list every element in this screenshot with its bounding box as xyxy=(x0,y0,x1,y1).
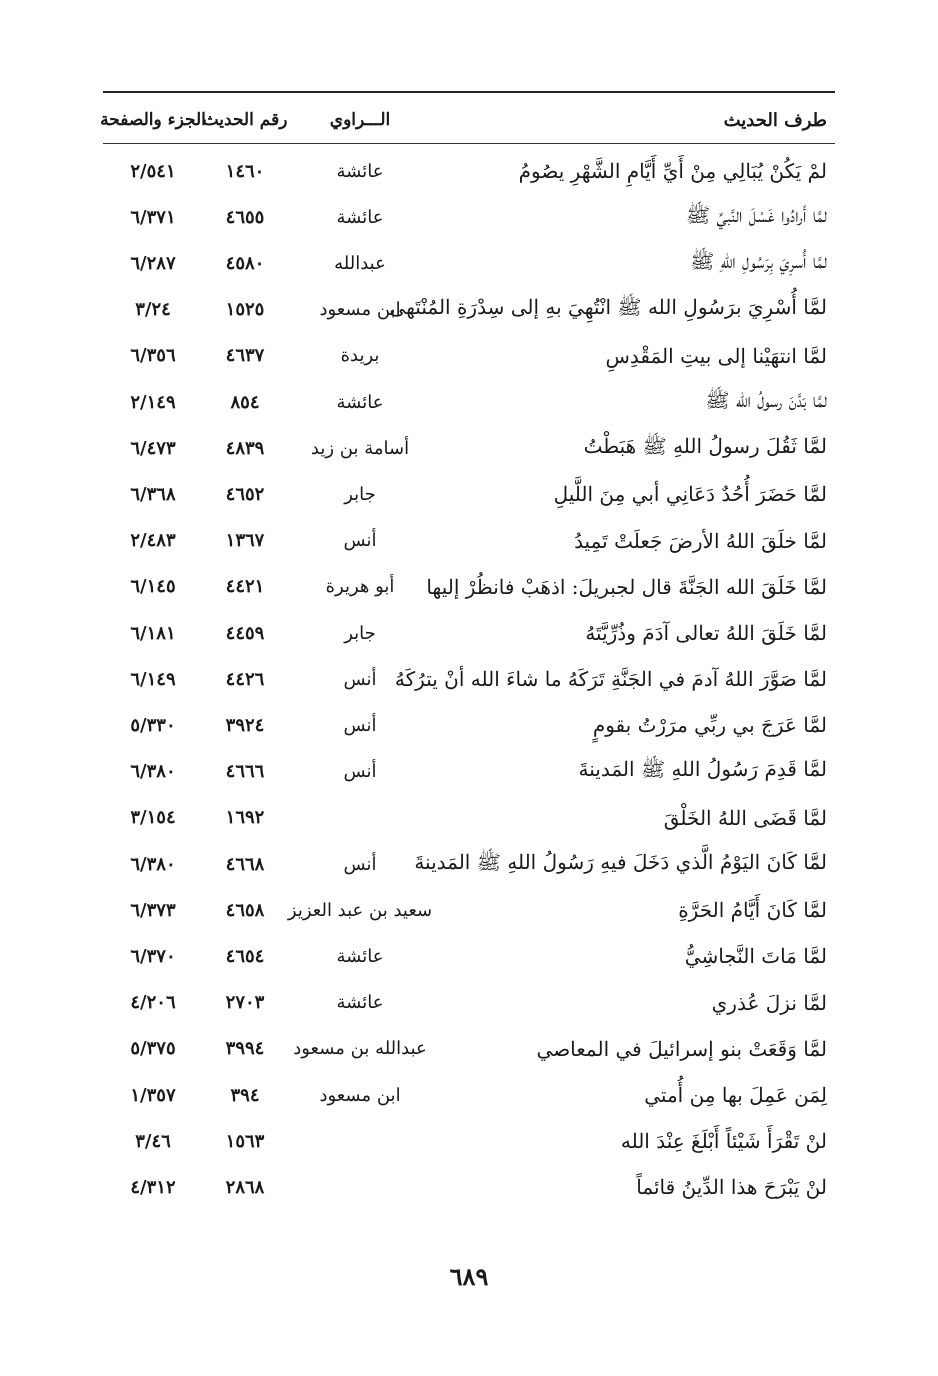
table-row xyxy=(103,425,835,471)
table-row xyxy=(103,887,835,933)
row-rawi: عبدالله xyxy=(334,252,386,274)
row-rawi: أنس xyxy=(343,761,377,783)
row-part-page: ٥/٣٣٠ xyxy=(130,714,176,736)
table-row xyxy=(103,333,835,379)
row-rawi: بريدة xyxy=(340,345,380,367)
row-part-page: ٢/٥٤١ xyxy=(130,160,176,182)
row-rawi: أسامة بن زيد xyxy=(310,437,410,459)
row-hadith: لمَّا نزلَ عُذري xyxy=(711,990,827,1015)
row-part-page: ٥/٣٧٥ xyxy=(130,1038,176,1060)
table-row xyxy=(103,1164,835,1210)
table-row xyxy=(103,240,835,286)
table-row xyxy=(103,1072,835,1118)
row-number: ١٦٩٢ xyxy=(225,807,265,829)
table-row xyxy=(103,656,835,702)
table-row xyxy=(103,795,835,841)
table-header xyxy=(100,100,835,140)
top-rule xyxy=(103,91,835,93)
row-hadith: لمَّا كَانَ أَيَّامُ الحَرَّةِ xyxy=(678,898,827,923)
row-number: ٣٩٤ xyxy=(230,1084,260,1106)
row-part-page: ٢/١٤٩ xyxy=(130,391,176,413)
row-number: ١٤٦٠ xyxy=(225,160,265,182)
row-part-page: ٤/٢٠٦ xyxy=(130,992,176,1014)
header-hadith: طرف الحديث xyxy=(723,109,827,131)
row-part-page: ١/٣٥٧ xyxy=(130,1084,176,1106)
row-hadith: لمَّا خَلَقَ اللهُ تعالى آدَمَ وذُرِّيَّتَهُ xyxy=(585,621,827,645)
row-hadith: لنْ يَبْرَحَ هذا الدِّينُ قائماً xyxy=(636,1175,827,1200)
table-row xyxy=(103,933,835,979)
row-hadith: لمَّا عَرَجَ بي ربِّي مرَرْتُ بقومٍ xyxy=(592,713,827,738)
row-rawi: أبو هريرة xyxy=(325,576,395,598)
row-rawi: عائشة xyxy=(336,160,384,182)
row-rawi: عائشة xyxy=(336,992,384,1014)
row-number: ٤٦٥٤ xyxy=(225,945,265,967)
row-part-page: ٣/٤٦ xyxy=(135,1130,171,1152)
table-row xyxy=(103,379,835,425)
row-hadith: لنْ تَقْرَأَ شَيْئاً أَبْلَغَ عِنْدَ الله xyxy=(620,1129,827,1154)
table-row xyxy=(103,749,835,795)
row-rawi: أنس xyxy=(343,853,377,875)
row-part-page: ٦/٣٨٠ xyxy=(130,761,176,783)
row-number: ٤٤٥٩ xyxy=(225,622,265,644)
row-rawi: ابن مسعود xyxy=(319,299,401,321)
row-part-page: ٢/٤٨٣ xyxy=(130,530,176,552)
row-part-page: ٦/٣٧٠ xyxy=(130,945,176,967)
row-hadith: لمَّا قَدِمَ رَسُولُ اللهِ ﷺ المَدينةَ xyxy=(578,757,827,782)
row-number: ٤٦٣٧ xyxy=(225,345,265,367)
row-hadith: لمَّا خلَقَ اللهُ الأرضَ جَعلَتْ تَمِيدُ xyxy=(574,528,827,553)
table-row xyxy=(103,1118,835,1164)
row-hadith: لِمَن عَمِلَ بها مِن أُمتي xyxy=(644,1083,827,1107)
row-part-page: ٦/٣٦٨ xyxy=(130,483,176,505)
row-number: ٤٨٣٩ xyxy=(225,437,265,459)
row-hadith: لمَّا قَضَى اللهُ الخَلْقَ xyxy=(663,805,827,830)
row-hadith: لمَّا حَضَرَ أُحُدٌ دَعَانِي أبي مِنَ اللَّيلِ xyxy=(553,482,827,507)
row-rawi: عائشة xyxy=(336,391,384,413)
row-hadith: لمَّا مَاتَ النَّجاشِيُّ xyxy=(684,944,827,969)
row-hadith: لمَّا أُسْرِيَ برَسُولِ الله ﷺ انْتُهِيَ بهِ إلى سِدْرَةِ المُنْتَهى xyxy=(389,295,827,320)
row-part-page: ٦/٢٨٧ xyxy=(130,252,176,274)
row-number: ٤٦٥٨ xyxy=(225,899,265,921)
row-part-page: ٦/١٨١ xyxy=(130,622,176,644)
row-hadith: لمَّا انتهَيْنا إلى بيتِ المَقْدِسِ xyxy=(605,343,827,368)
table-row xyxy=(103,564,835,610)
row-number: ١٥٦٣ xyxy=(225,1130,265,1152)
row-rawi: عائشة xyxy=(336,206,384,228)
table-row xyxy=(103,841,835,887)
header-rawi: الـــراوي xyxy=(329,110,391,130)
row-rawi: أنس xyxy=(343,530,377,552)
table-row xyxy=(103,148,835,194)
row-number: ١٣٦٧ xyxy=(225,530,265,552)
table-row xyxy=(103,610,835,656)
table-row xyxy=(103,1026,835,1072)
row-number: ٢٨٦٨ xyxy=(225,1176,265,1198)
row-rawi xyxy=(275,1118,445,1164)
row-number: ٤٤٢٦ xyxy=(225,668,265,690)
row-part-page: ٦/٣٥٦ xyxy=(130,345,176,367)
row-hadith: لمَّا أُسرِيَ بِرَسُولِ اللهِ ﷺ xyxy=(690,248,827,273)
row-rawi xyxy=(275,795,445,841)
row-part-page: ٣/٢٤ xyxy=(135,299,171,321)
table-row xyxy=(103,194,835,240)
row-part-page: ٤/٣١٢ xyxy=(130,1176,176,1198)
table-row xyxy=(103,287,835,333)
row-rawi: عائشة xyxy=(336,945,384,967)
row-hadith: لمَّا ثَقُلَ رسولُ اللهِ ﷺ هَبَطْتُ xyxy=(583,433,827,458)
row-hadith: لمَّا وَقَعَتْ بنو إسرائيلَ في المعاصي xyxy=(536,1036,827,1061)
row-number: ١٥٢٥ xyxy=(225,299,265,321)
row-number: ٤٤٢١ xyxy=(225,576,265,598)
row-part-page: ٦/٣٨٠ xyxy=(130,853,176,875)
row-part-page: ٦/٣٧٣ xyxy=(130,899,176,921)
row-number: ٤٦٥٢ xyxy=(225,483,265,505)
header-part-page: الجزء والصفحة xyxy=(100,110,206,130)
row-number: ٤٦٦٦ xyxy=(225,761,265,783)
row-part-page: ٣/١٥٤ xyxy=(130,807,176,829)
row-rawi: عبدالله بن مسعود xyxy=(293,1038,427,1060)
row-number: ٤٥٨٠ xyxy=(225,252,265,274)
table-row xyxy=(103,702,835,748)
row-rawi: جابر xyxy=(344,622,376,644)
header-rule xyxy=(103,143,835,144)
row-rawi: جابر xyxy=(344,483,376,505)
row-hadith: لمَّا صَوَّرَ اللهُ آدمَ في الجَنَّةِ تَرَكَهُ ما شاءَ الله أنْ يترُكَهُ xyxy=(394,667,827,692)
row-part-page: ٦/١٤٩ xyxy=(130,668,176,690)
row-rawi: ابن مسعود xyxy=(319,1084,401,1106)
row-number: ٤٦٥٥ xyxy=(225,206,265,228)
row-number: ٣٩٩٤ xyxy=(225,1038,265,1060)
row-hadith: لمَّا أَرادُوا غَسْلَ النَّبيِّ ﷺ xyxy=(686,202,827,227)
row-hadith: لمَّا كَانَ اليَوْمُ الَّذي دَخَلَ فيهِ رَسُولُ اللهِ ﷺ المَدينةَ xyxy=(414,849,827,874)
row-part-page: ٦/٤٧٣ xyxy=(130,437,176,459)
row-number: ٣٩٢٤ xyxy=(225,714,265,736)
row-rawi: سعيد بن عبد العزيز xyxy=(287,899,433,921)
row-part-page: ٦/١٤٥ xyxy=(130,576,176,598)
row-hadith: لمْ يَكُنْ يُبَالِي مِنْ أَيِّ أَيَّامِ الشَّهْرِ يصُومُ xyxy=(518,159,827,183)
row-rawi: أنس xyxy=(343,714,377,736)
row-rawi xyxy=(275,1164,445,1210)
row-number: ٨٥٤ xyxy=(230,391,260,413)
table-row xyxy=(103,980,835,1026)
row-part-page: ٦/٣٧١ xyxy=(130,206,176,228)
header-number: رقم الحديث xyxy=(202,110,288,130)
table-row xyxy=(103,471,835,517)
table-row xyxy=(103,518,835,564)
row-hadith: لمَّا بَدَّنَ رسولُ الله ﷺ xyxy=(705,387,827,412)
row-hadith: لمَّا خَلَقَ الله الجَنَّةَ قال لجبريلَ: اذهَبْ فانظُرْ إليها xyxy=(426,574,827,599)
row-number: ٢٧٠٣ xyxy=(225,992,265,1014)
row-number: ٤٦٦٨ xyxy=(225,853,265,875)
row-rawi: أنس xyxy=(343,668,377,690)
page-number: ٦٨٩ xyxy=(449,1262,489,1291)
